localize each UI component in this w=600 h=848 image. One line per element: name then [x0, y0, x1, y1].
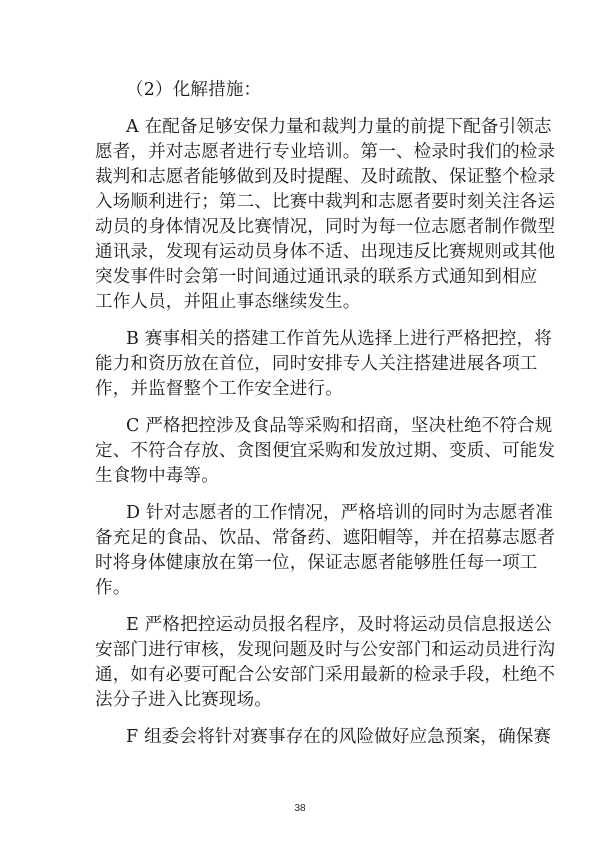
- paragraph-a: [95, 115, 556, 315]
- paragraph-gap: [95, 402, 515, 414]
- paragraph-e: [95, 613, 556, 713]
- paragraph-gap: [95, 713, 515, 725]
- paragraph-line: 时将身体健康放在第一位，保证志愿者能够胜任每一项工: [95, 553, 538, 573]
- page-number: 38: [294, 803, 306, 814]
- paragraph-b: [95, 327, 552, 402]
- paragraph-line: E 严格把控运动员报名程序，及时将运动员信息报送公: [126, 615, 552, 635]
- paragraph-f: [95, 725, 552, 750]
- paragraph-line: 备充足的食品、饮品、常备药、遮阳帽等，并在招募志愿者: [95, 528, 556, 548]
- paragraph-gap: [95, 315, 515, 327]
- paragraph-line: 通，如有必要可配合公安部门采用最新的检录手段，杜绝不: [95, 665, 556, 685]
- paragraph-line: 作。: [95, 578, 131, 598]
- paragraph-gap: [95, 103, 515, 115]
- paragraph-line: 入场顺利进行；第二、比赛中裁判和志愿者要时刻关注各运: [95, 192, 556, 212]
- paragraph-line: 突发事件时会第一时间通过通讯录的联系方式通知到相应: [95, 267, 538, 287]
- paragraph-line: 通讯录，发现有运动员身体不适、出现违反比赛规则或其他: [95, 242, 556, 262]
- paragraph-line: 定、不符合存放、贪图便宜采购和发放过期、变质、可能发: [95, 441, 556, 461]
- section-heading: （2）化解措施：: [126, 80, 262, 100]
- paragraph-line: 动员的身体情况及比赛情况，同时为每一位志愿者制作微型: [95, 217, 556, 237]
- paragraph-line: A 在配备足够安保力量和裁判力量的前提下配备引领志: [126, 117, 552, 137]
- paragraph-line: 能力和资历放在首位，同时安排专人关注搭建进展各项工: [95, 354, 538, 374]
- paragraph-d: [95, 501, 556, 601]
- paragraph-c: [95, 414, 556, 489]
- paragraph-line: 愿者，并对志愿者进行专业培训。第一、检录时我们的检录: [95, 142, 556, 162]
- paragraph-line: C 严格把控涉及食品等采购和招商，坚决杜绝不符合规: [126, 416, 553, 436]
- paragraph-line: 工作人员，并阻止事态继续发生。: [95, 292, 361, 312]
- paragraph-line: D 针对志愿者的工作情况，严格培训的同时为志愿者准: [126, 503, 554, 523]
- paragraph-line: F 组委会将针对赛事存在的风险做好应急预案，确保赛: [126, 727, 552, 747]
- paragraph-line: 裁判和志愿者能够做到及时提醒、及时疏散、保证整个检录: [95, 167, 556, 187]
- paragraph-gap: [95, 489, 515, 501]
- paragraph-line: 安部门进行审核，发现问题及时与公安部门和运动员进行沟: [95, 640, 556, 660]
- document-body: [95, 78, 556, 750]
- paragraph-line: B 赛事相关的搭建工作首先从选择上进行严格把控，将: [126, 329, 552, 349]
- paragraph-gap: [95, 601, 515, 613]
- paragraph-line: 生食物中毒等。: [95, 466, 219, 486]
- paragraph-line: 法分子进入比赛现场。: [95, 690, 272, 710]
- paragraph-line: 作，并监督整个工作安全进行。: [95, 379, 343, 399]
